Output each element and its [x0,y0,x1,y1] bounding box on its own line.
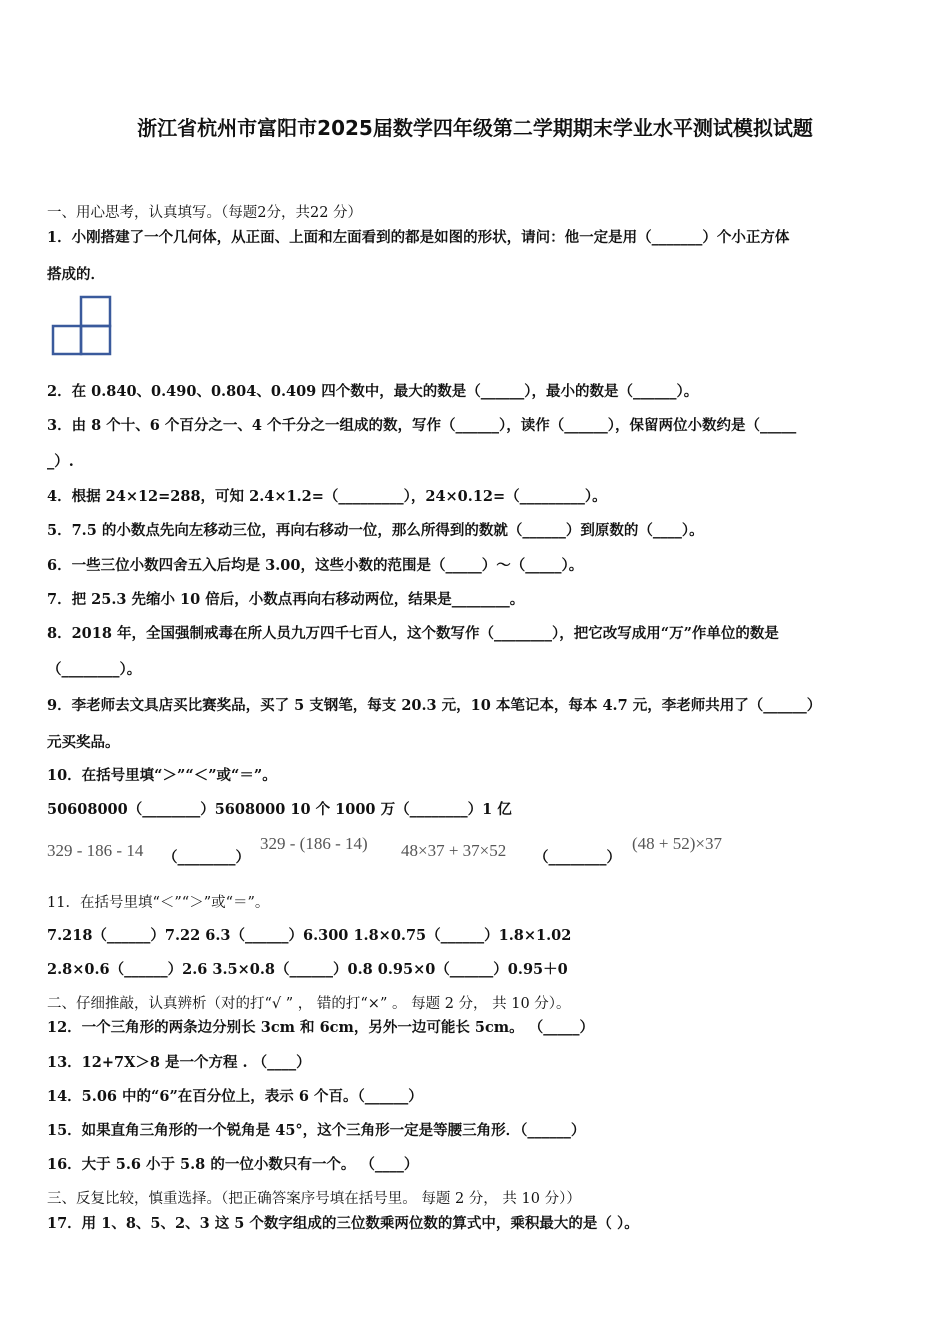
q7: 7．把 25.3 先缩小 10 倍后，小数点再向右移动两位，结果是________。 [47,591,525,608]
q10-header: 10．在括号里填“＞”“＜”或“＝”。 [47,767,277,784]
q8-line1: 8．2018 年，全国强制戒毒在所人员九万四千七百人，这个数写作（________），把它改写成用“万”作单位的数是 [47,625,779,642]
q2: 2．在 0.840、0.490、0.804、0.409 四个数中，最大的数是（______），最小的数是（______）。 [47,383,699,400]
q5: 5．7.5 的小数点先向左移动三位，再向右移动一位，那么所得到的数就（______）到原数的（____）。 [47,522,704,539]
page-title: 浙江省杭州市富阳市2025届数学四年级第二学期期末学业水平测试模拟试题 [137,116,813,140]
q1-line1: 1．小刚搭建了一个几何体，从正面、上面和左面看到的都是如图的形状，请问：他一定是用（_______）个小正方体 [47,229,790,246]
q10-paren1: （________） [163,849,250,866]
q16: 16．大于 5.6 小于 5.8 的一位小数只有一个。 （____） [47,1156,419,1173]
section1-header: 一、用心思考，认真填写。（每题2分，共22 分） [47,205,363,221]
q17: 17．用 1、8、5、2、3 这 5 个数字组成的三位数乘两位数的算式中，乘积最大的是（ ）。 [47,1215,639,1232]
q14: 14．5.06 中的“6”在百分位上，表示 6 个百。（______） [47,1088,423,1105]
cube-view-figure [51,295,113,357]
q8-line2: （________）。 [47,661,142,678]
q6: 6．一些三位小数四舍五入后均是 3.00，这些小数的范围是（_____）～（_____）。 [47,557,584,574]
figure-bottom-right-square [81,326,110,354]
q11-header: 11．在括号里填“＜”“＞”或“＝”。 [47,895,270,911]
q10-row1: 50608000（________）5608000 10 个 1000 万（________）1 亿 [47,801,512,818]
figure-top-square [81,297,110,326]
q13: 13．12+7X＞8 是一个方程 . （____） [47,1054,311,1071]
q12: 12．一个三角形的两条边分别长 3cm 和 6cm，另外一边可能长 5cm。 （_____） [47,1019,594,1036]
q10-expr3: 48×37 + 37×52 [401,841,507,860]
q10-paren2: （________） [534,849,621,866]
q10-expr4: (48 + 52)×37 [632,834,722,853]
q1-line2: 搭成的． [47,266,105,283]
q10-expr1: 329 - 186 - 14 [47,841,144,860]
q3-line2: _）. [47,453,74,470]
q10-expr2: 329 - (186 - 14) [260,834,368,853]
q9-line2: 元买奖品。 [47,734,120,751]
section3-header: 三、反复比较，慎重选择。（把正确答案序号填在括号里。 每题 2 分， 共 10 分）） [47,1191,581,1207]
q3-line1: 3．由 8 个十、6 个百分之一、4 个千分之一组成的数，写作（______），读作（______），保留两位小数约是（_____ [47,417,797,434]
q9-line1: 9．李老师去文具店买比赛奖品，买了 5 支钢笔，每支 20.3 元，10 本笔记本，每本 4.7 元，李老师共用了（______） [47,697,822,714]
q11-row1: 7.218（______）7.22 6.3（______）6.300 1.8×0.75（______）1.8×1.02 [47,927,572,944]
figure-bottom-left-square [53,326,81,354]
q15: 15．如果直角三角形的一个锐角是 45°，这个三角形一定是等腰三角形．（______） [47,1122,586,1139]
q11-row2: 2.8×0.6（______）2.6 3.5×0.8（______）0.8 0.95×0（______）0.95＋0 [47,961,568,978]
q4: 4．根据 24×12=288，可知 2.4×1.2=（_________），24×0.12=（_________）。 [47,488,607,505]
section2-header: 二、仔细推敲，认真辨析（对的打“√ ” ， 错的打“×” 。 每题 2 分， 共 10 分）。 [47,996,571,1012]
